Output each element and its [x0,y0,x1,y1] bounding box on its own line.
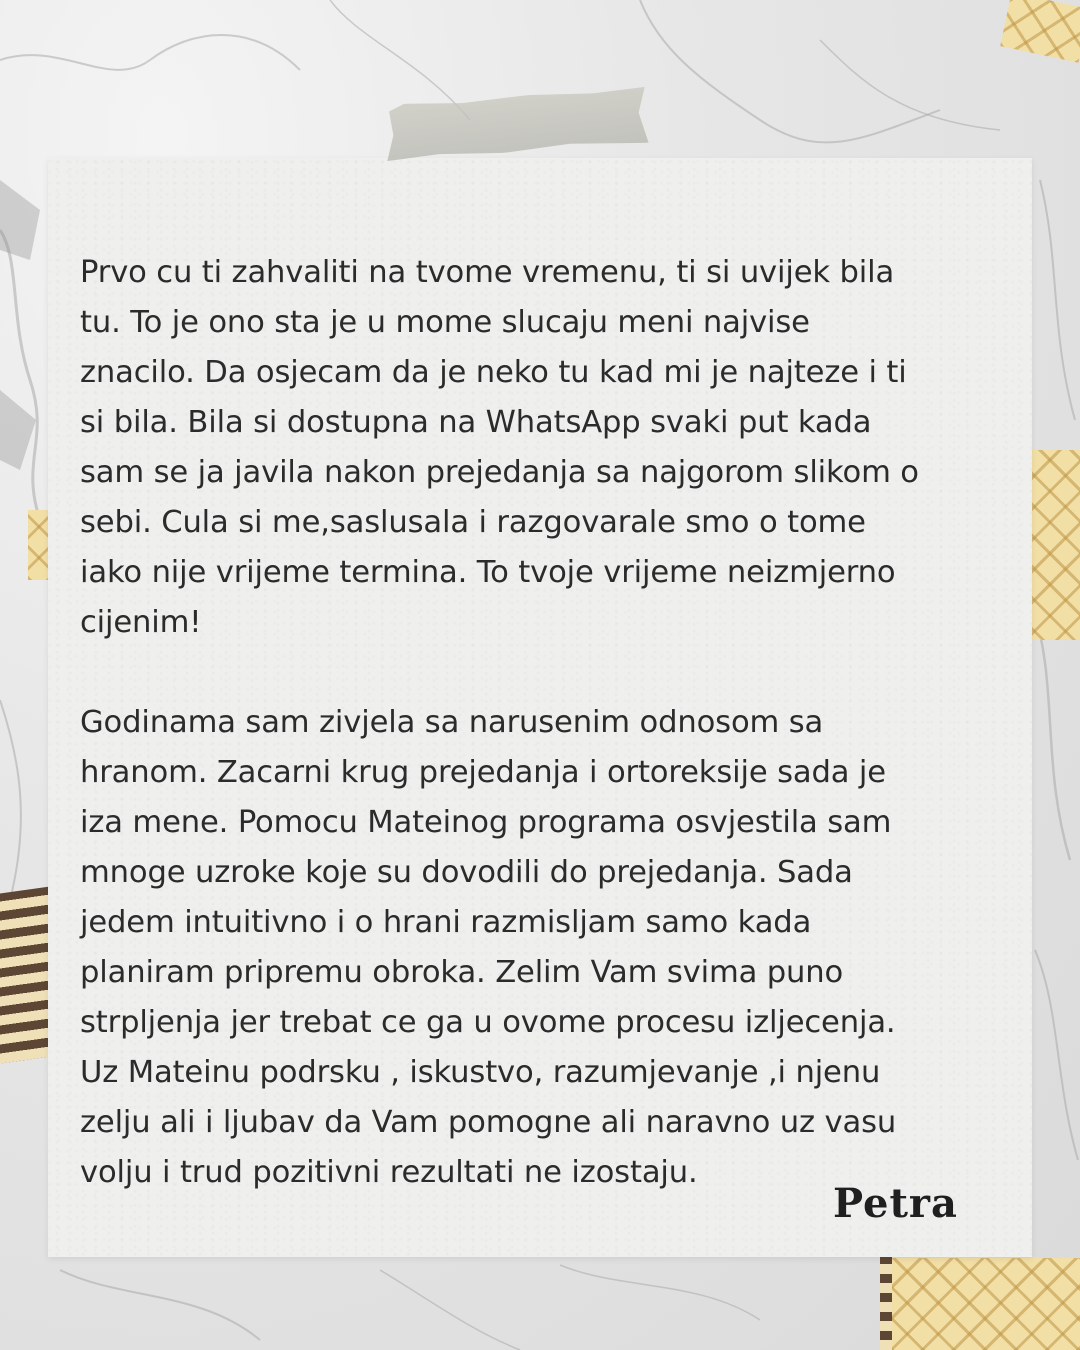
text-line: hranom. Zacarni krug prejedanja i ortoreksije sada je [80,755,886,790]
signature-name: Petra [833,1180,958,1227]
text-line: Godinama sam zivjela sa narusenim odnosom sa [80,705,824,740]
text-line: Prvo cu ti zahvaliti na tvome vremenu, ti si uvijek bila [80,255,895,290]
text-line: strpljenja jer trebat ce ga u ovome procesu izljecenja. [80,1005,896,1040]
wafer-left [0,886,50,1063]
wafer-left-upper [28,510,50,580]
text-line: planiram pripremu obroka. Zelim Vam svima puno [80,955,844,990]
text-line: jedem intuitivno i o hrani razmisljam samo kada [80,905,812,940]
text-line: znacilo. Da osjecam da je neko tu kad mi je najteze i ti [80,355,907,390]
wafer-bottom-right [890,1258,1080,1350]
text-line: tu. To je ono sta je u mome slucaju meni najvise [80,305,810,340]
paragraph-gap [80,648,1010,698]
text-line: Uz Mateinu podrsku , iskustvo, razumjevanje ,i njenu [80,1055,881,1090]
text-line: cijenim! [80,605,202,640]
text-line: sebi. Cula si me,saslusala i razgovarale smo o tome [80,505,866,540]
text-line: si bila. Bila si dostupna na WhatsApp svaki put kada [80,405,872,440]
text-line: iako nije vrijeme termina. To tvoje vrijeme neizmjerno [80,555,896,590]
text-line: zelju ali i ljubav da Vam pomogne ali naravno uz vasu [80,1105,897,1140]
text-line: iza mene. Pomocu Mateinog programa osvjestila sam [80,805,892,840]
text-line: volju i trud pozitivni rezultati ne izostaju. [80,1155,698,1190]
testimonial-text [80,248,1010,1198]
text-line: mnoge uzroke koje su dovodili do prejedanja. Sada [80,855,853,890]
wafer-bottom-right-edge [880,1255,892,1350]
text-line: sam se ja javila nakon prejedanja sa najgorom slikom o [80,455,919,490]
